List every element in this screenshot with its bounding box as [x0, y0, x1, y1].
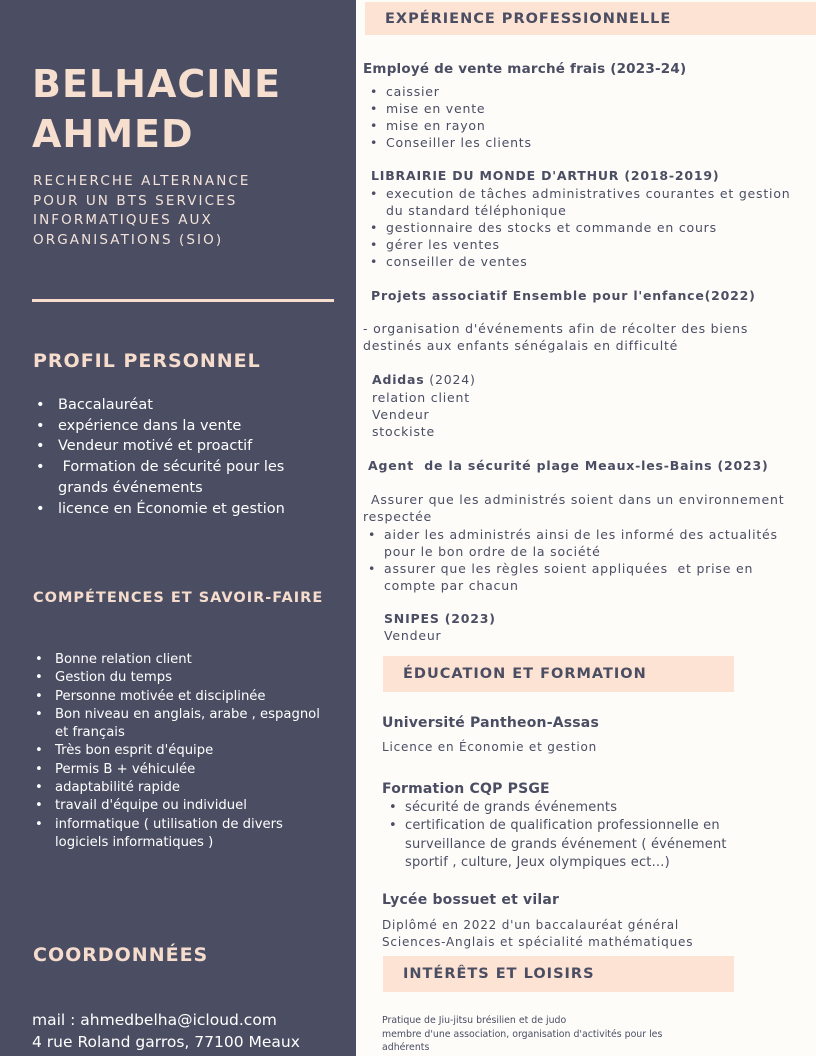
list-item: • Très bon esprit d'équipe	[35, 743, 214, 759]
interets-heading: INTÉRÊTS ET LOISIRS	[383, 956, 734, 992]
email[interactable]: mail : ahmedbelha@icloud.com	[32, 1011, 277, 1029]
competences-heading: COMPÉTENCES ET SAVOIR-FAIRE	[33, 590, 324, 606]
list-item: • Baccalauréat	[36, 397, 153, 413]
list-item: • Bon niveau en anglais, arabe , espagnol	[35, 706, 320, 722]
job5-desc-line1: Assurer que les administrés soient dans un environnement	[371, 492, 785, 507]
experience-heading: EXPÉRIENCE PROFESSIONNELLE	[365, 2, 816, 35]
education-heading: ÉDUCATION ET FORMATION	[383, 656, 734, 692]
address: 4 rue Roland garros, 77100 Meaux	[32, 1033, 300, 1051]
list-item: • caissier	[370, 84, 440, 99]
divider	[32, 299, 334, 302]
list-item: • Vendeur motivé et proactif	[36, 438, 253, 455]
coordonnees-heading: COORDONNÉES	[33, 944, 209, 966]
interets-text: Pratique de Jiu-jitsu brésilien et de judo membre d'une association, organisation d'activités pour les adhérents	[382, 1015, 663, 1053]
list-item: • assurer que les règles soient appliquées et prise en	[368, 561, 754, 576]
job3-desc-line2: destinés aux enfants sénégalais en difficulté	[363, 338, 679, 353]
job4-year: (2024)	[424, 372, 476, 387]
job4-lines: relation client Vendeur stockiste	[372, 390, 470, 439]
list-item: • Permis B + véhiculée	[35, 761, 196, 777]
competences-list	[35, 651, 335, 852]
job5-list	[366, 526, 778, 594]
list-item: • Bonne relation client	[35, 652, 192, 667]
tagline: RECHERCHE ALTERNANCE POUR UN BTS SERVICES INFORMATIQUES AUX ORGANISATIONS (SIO)	[33, 173, 251, 248]
list-item: • certification de qualification professionnelle en	[389, 818, 720, 834]
school1-name: Université Pantheon-Assas	[382, 715, 599, 731]
name-line1: BELHACINE	[32, 62, 282, 106]
list-item-continued: grands événements	[58, 479, 203, 496]
list-item: • expérience dans la vente	[36, 417, 242, 434]
sidebar	[0, 0, 356, 1056]
list-item-continued: du standard téléphonique	[386, 203, 567, 218]
job1-list	[368, 83, 532, 151]
list-item-continued: logiciels informatiques )	[55, 834, 214, 850]
job1-title: Employé de vente marché frais (2023-24)	[363, 61, 687, 77]
list-item: • gestionnaire des stocks et commande en cours	[370, 220, 717, 235]
main-content	[356, 0, 816, 1056]
list-item: • mise en rayon	[370, 118, 486, 133]
job2-list	[368, 185, 791, 270]
job5-title: Agent de la sécurité plage Meaux-les-Bains (2023)	[368, 458, 769, 473]
job4-title: Adidas	[372, 372, 425, 387]
list-item: • aider les administrés ainsi de les informé des actualités	[368, 527, 778, 542]
list-item: • execution de tâches administratives courantes et gestion	[370, 186, 791, 201]
school2-list	[387, 799, 727, 872]
school3-line1: Diplômé en 2022 d'un baccalauréat général	[382, 918, 679, 932]
list-item: • travail d'équipe ou individuel	[35, 798, 247, 814]
list-item: • mise en vente	[370, 101, 486, 116]
profil-heading: PROFIL PERSONNEL	[33, 350, 261, 372]
list-item-continued: pour le bon ordre de la société	[384, 544, 601, 559]
job6-role: Vendeur	[384, 628, 442, 643]
job6-title: SNIPES (2023)	[384, 611, 496, 626]
job5-desc-line2: respectée	[363, 509, 433, 524]
list-item-continued: compte par chacun	[384, 578, 519, 593]
list-item-continued: et français	[55, 725, 125, 741]
list-item: • conseiller de ventes	[370, 254, 528, 269]
job3-desc-line1: - organisation d'événements afin de récolter des biens	[363, 321, 749, 336]
list-item: • adaptabilité rapide	[35, 780, 181, 796]
school2-name: Formation CQP PSGE	[382, 781, 550, 797]
job3-title: Projets associatif Ensemble pour l'enfance(2022)	[371, 288, 756, 303]
job2-title: LIBRAIRIE DU MONDE D'ARTHUR (2018-2019)	[371, 168, 720, 183]
school3-line2: Sciences-Anglais et spécialité mathématiques	[382, 935, 694, 949]
list-item: • gérer les ventes	[370, 237, 500, 252]
list-item: • Gestion du temps	[35, 670, 172, 686]
list-item: • Personne motivée et disciplinée	[35, 688, 266, 704]
list-item: • Formation de sécurité pour les	[36, 459, 285, 476]
list-item: • licence en Économie et gestion	[36, 500, 285, 517]
list-item-continued: surveillance de grands événement ( événement	[405, 836, 727, 852]
list-item: • sécurité de grands événements	[389, 800, 618, 815]
list-item: • informatique ( utilisation de divers	[35, 816, 283, 832]
school3-name: Lycée bossuet et vilar	[382, 892, 560, 908]
list-item-continued: sportif , culture, Jeux olympiques ect...)	[405, 854, 670, 870]
profil-list	[36, 395, 336, 519]
job4-title-line	[372, 372, 476, 387]
school1-detail: Licence en Économie et gestion	[382, 740, 598, 754]
name-line2: AHMED	[32, 112, 194, 156]
list-item: • Conseiller les clients	[370, 135, 532, 150]
